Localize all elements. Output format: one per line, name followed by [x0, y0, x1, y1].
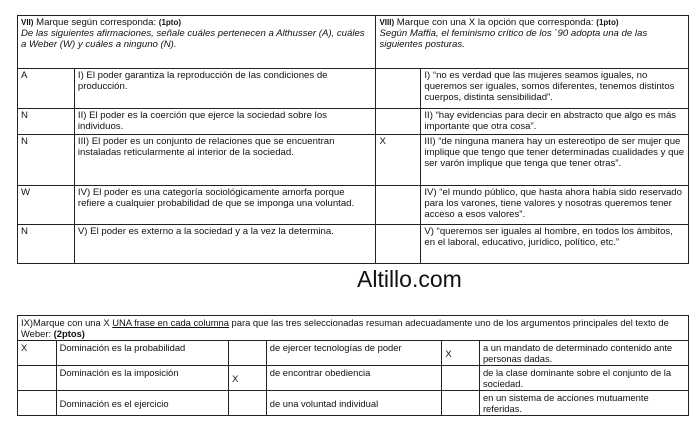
- section9-phrase-3: en un sistema de acciones mutuamente referidas.: [479, 391, 688, 416]
- section8-header: [376, 16, 689, 69]
- section7-statement: III) El poder es un conjunto de relaciones que se encuentran instaladas reticularmente al interior de la sociedad.: [74, 135, 376, 186]
- section7-number: VII): [21, 18, 34, 27]
- section9-phrase-1: Dominación es el ejercicio: [56, 391, 228, 416]
- section7-answer: N: [18, 109, 75, 135]
- section8-statement: III) “de ninguna manera hay un estereotipo de ser mujer que implique que tengo que tener determinadas cualidades y que ser varón implique que tenga que tener otras”.: [421, 135, 689, 186]
- section8-instruction: Según Maffia, el feminismo crítico de los `90 adopta una de las siguientes posturas.: [379, 28, 648, 50]
- section9-points: (2ptos): [53, 328, 85, 339]
- section9-underlined: UNA frase en cada columna: [112, 317, 229, 328]
- section9-mark-2: [229, 391, 267, 416]
- section8-points: (1pto): [596, 18, 619, 27]
- section7-statement: IV) El poder es una categoría sociológicamente amorfa porque refiere a cualquier probabilidad de que se imponga una voluntad.: [74, 186, 376, 225]
- section7-points: (1pto): [158, 18, 182, 27]
- section9-header: [18, 316, 689, 341]
- section8-number: VIII): [379, 18, 395, 27]
- section8-statement: IV) “el mundo público, que hasta ahora había sido reservado para los varones, tiene valores y nosotras queremos tener acceso a esos valores”.: [421, 186, 689, 225]
- section9-lead: Marque con una X: [32, 317, 113, 328]
- section7-answer: N: [18, 225, 75, 264]
- section9-number: IX): [21, 317, 33, 328]
- questions-table-top: [17, 15, 689, 264]
- table-row: [18, 109, 689, 135]
- section9-phrase-2: de una voluntad individual: [266, 391, 442, 416]
- table-row: [18, 341, 689, 366]
- section9-phrase-2: de ejercer tecnologías de poder: [266, 341, 442, 366]
- section9-phrase-2: de encontrar obediencia: [266, 366, 442, 391]
- section9-phrase-3: a un mandato de determinado contenido ante personas dadas.: [479, 341, 688, 366]
- section9-mark-3: [442, 391, 480, 416]
- section8-statement: V) “queremos ser iguales al hombre, en todos los ámbitos, en el laboral, educativo, jurídico, político, etc.”: [421, 225, 689, 264]
- section9-mark-3: [442, 366, 480, 391]
- section7-statement: V) El poder es externo a la sociedad y a la vez la determina.: [74, 225, 376, 264]
- section7-answer: N: [18, 135, 75, 186]
- section8-statement: I) “no es verdad que las mujeres seamos iguales, no queremos ser iguales, somos diferentes, tenemos distintos cuerpos, distinta sensibilidad”.: [421, 69, 689, 109]
- watermark-text: Altillo.com: [357, 266, 462, 292]
- table-row: [18, 366, 689, 391]
- table-row: [18, 391, 689, 416]
- section9-mark-3: X: [442, 341, 480, 366]
- section7-answer: W: [18, 186, 75, 225]
- section7-statement: I) El poder garantiza la reproducción de las condiciones de producción.: [74, 69, 376, 109]
- section9-mark-2: X: [229, 366, 267, 391]
- table-row: [18, 186, 689, 225]
- section8-mark: [376, 69, 421, 109]
- section9-mark-2: [229, 341, 267, 366]
- section9-mark-1: [18, 391, 57, 416]
- section8-mark: [376, 225, 421, 264]
- section7-title: Marque según corresponda:: [36, 17, 157, 28]
- questions-table-bottom: [17, 315, 689, 416]
- section7-instruction: De las siguientes afirmaciones, señale cuáles pertenecen a Althusser (A), cuáles a Weber (W) y cuáles a ninguno (N).: [21, 28, 365, 50]
- section9-phrase-1: Dominación es la imposición: [56, 366, 228, 391]
- table-row: [18, 225, 689, 264]
- section9-phrase-3: de la clase dominante sobre el conjunto de la sociedad.: [479, 366, 688, 391]
- table-row: [18, 69, 689, 109]
- section8-mark: [376, 186, 421, 225]
- section8-mark: X: [376, 135, 421, 186]
- section9-mark-1: X: [18, 341, 57, 366]
- section7-statement: II) El poder es la coerción que ejerce la sociedad sobre los individuos.: [74, 109, 376, 135]
- section8-title: Marque con una X la opción que corresponda:: [396, 17, 594, 28]
- section8-mark: [376, 109, 421, 135]
- section8-statement: II) “hay evidencias para decir en abstracto que algo es más importante que otra cosa”.: [421, 109, 689, 135]
- section9-phrase-1: Dominación es la probabilidad: [56, 341, 228, 366]
- section9-rest: para que las tres seleccionadas resuman adecuadamente uno de los argumentos principales del texto de Weber:: [21, 317, 669, 339]
- section7-answer: A: [18, 69, 75, 109]
- section9-mark-1: [18, 366, 57, 391]
- table-row: [18, 135, 689, 186]
- section7-header: [18, 16, 376, 69]
